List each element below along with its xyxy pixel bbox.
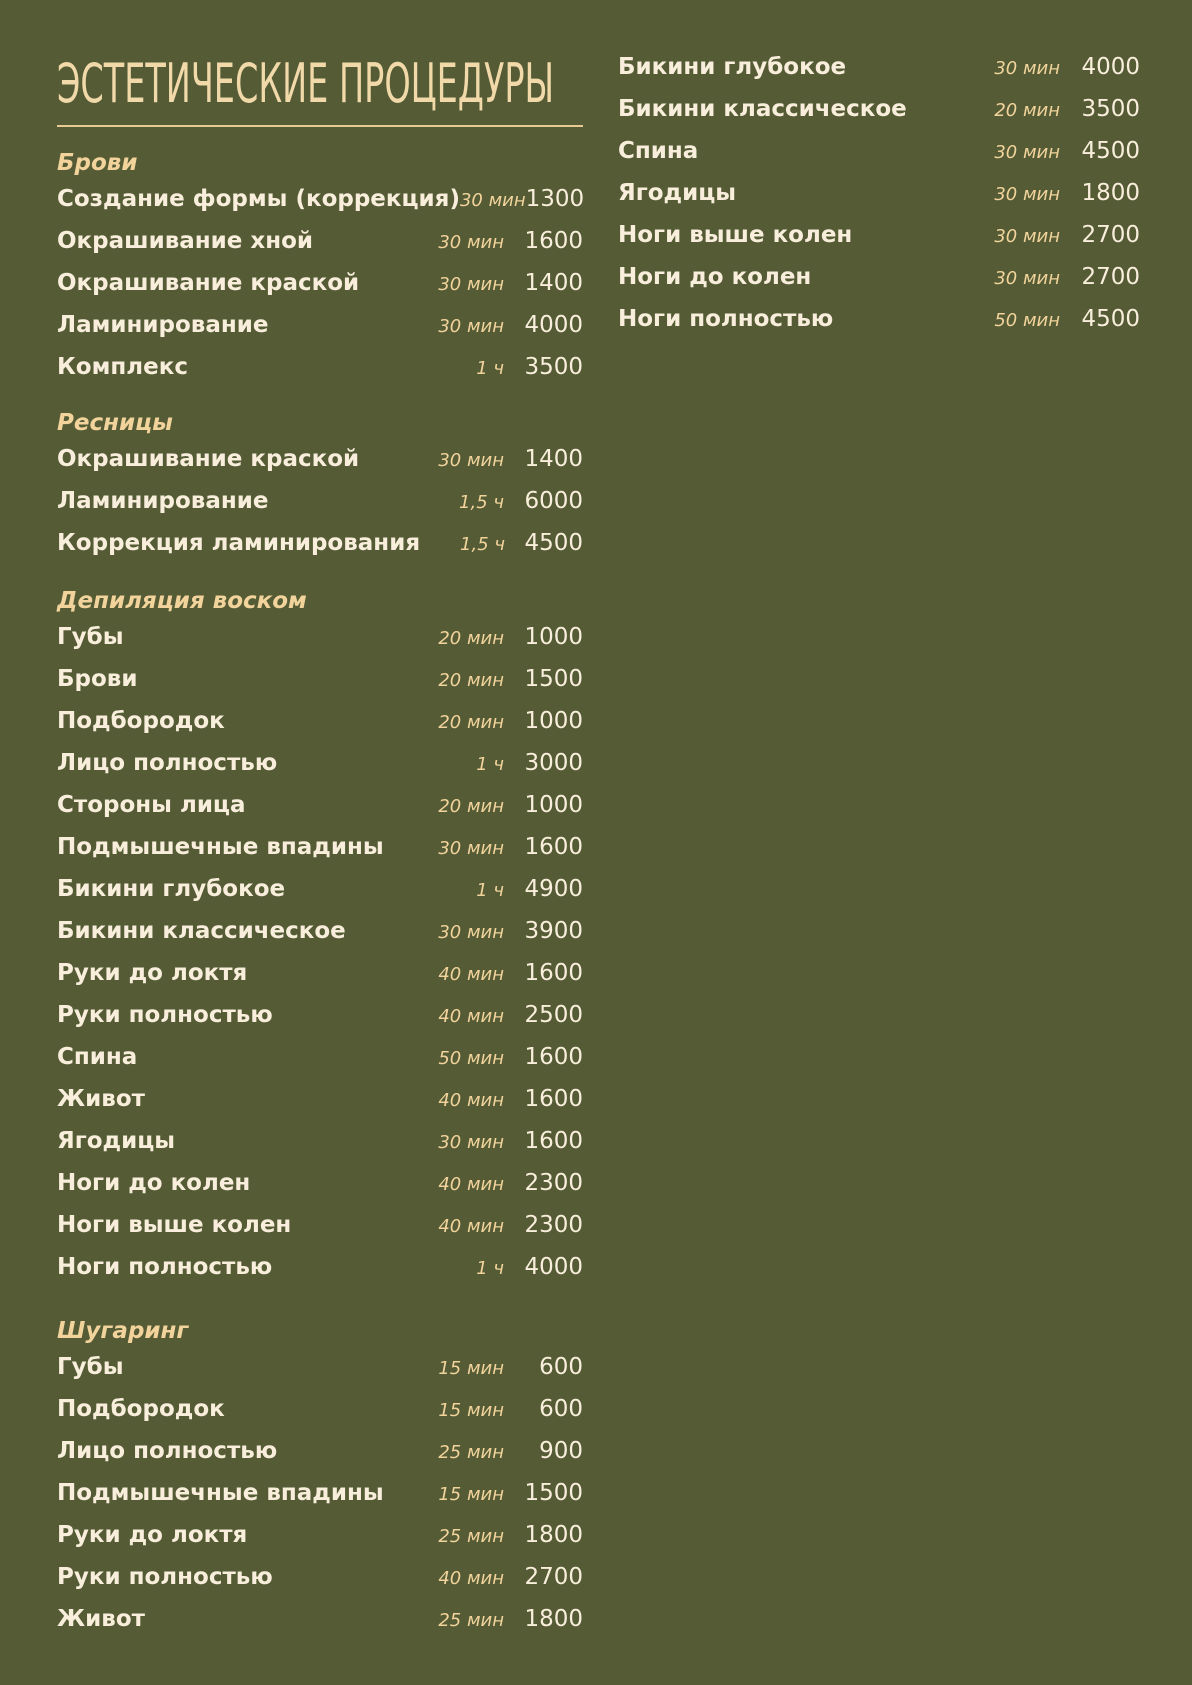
service-price: 1600 — [524, 834, 583, 860]
price-row — [618, 298, 1140, 340]
service-name: Ламинирование — [57, 488, 269, 514]
service-duration: 30 мин — [438, 274, 504, 295]
service-name: Ноги выше колен — [618, 222, 853, 248]
service-name: Бикини глубокое — [57, 876, 286, 902]
service-duration: 30 мин — [438, 1132, 504, 1153]
service-price: 4500 — [1081, 306, 1140, 332]
service-price: 1000 — [524, 624, 583, 650]
service-name: Ноги выше колен — [57, 1212, 292, 1238]
service-duration: 1 ч — [476, 1258, 504, 1279]
service-duration: 40 мин — [438, 1216, 504, 1237]
service-name: Подмышечные впадины — [57, 834, 384, 860]
service-name: Брови — [57, 666, 138, 692]
price-row — [57, 742, 583, 784]
service-duration: 1,5 ч — [459, 492, 504, 513]
service-name: Коррекция ламинирования — [57, 530, 421, 556]
service-duration: 30 мин — [438, 316, 504, 337]
service-price: 1400 — [524, 446, 583, 472]
service-price: 1000 — [524, 792, 583, 818]
price-row — [618, 130, 1140, 172]
service-name: Подбородок — [57, 1396, 225, 1422]
service-name: Ноги до колен — [618, 264, 812, 290]
price-row — [618, 88, 1140, 130]
price-row — [57, 1120, 583, 1162]
service-price: 4000 — [1081, 54, 1140, 80]
service-name: Живот — [57, 1606, 145, 1632]
service-name: Бикини классическое — [618, 96, 907, 122]
service-name: Спина — [618, 138, 699, 164]
service-duration: 20 мин — [438, 712, 504, 733]
service-price: 900 — [539, 1438, 583, 1464]
service-duration: 50 мин — [438, 1048, 504, 1069]
price-row — [57, 178, 583, 220]
section — [57, 408, 583, 564]
service-duration: 20 мин — [994, 100, 1060, 121]
service-duration: 40 мин — [438, 1090, 504, 1111]
price-row — [57, 1078, 583, 1120]
service-price: 600 — [539, 1354, 583, 1380]
section — [57, 1316, 583, 1640]
service-name: Окрашивание хной — [57, 228, 314, 254]
service-price: 6000 — [524, 488, 583, 514]
service-price: 4500 — [1081, 138, 1140, 164]
section-title: Ресницы — [57, 410, 173, 436]
service-price: 1400 — [524, 270, 583, 296]
service-duration: 20 мин — [438, 796, 504, 817]
service-price: 1800 — [524, 1522, 583, 1548]
service-price: 1600 — [524, 1128, 583, 1154]
service-duration: 30 мин — [438, 838, 504, 859]
service-price: 1600 — [524, 228, 583, 254]
service-duration: 30 мин — [438, 232, 504, 253]
service-price: 3000 — [524, 750, 583, 776]
service-duration: 30 мин — [438, 450, 504, 471]
price-row — [57, 480, 583, 522]
price-row — [57, 1472, 583, 1514]
service-name: Лицо полностью — [57, 750, 278, 776]
service-duration: 40 мин — [438, 1174, 504, 1195]
service-name: Ноги полностью — [57, 1254, 273, 1280]
service-name: Руки полностью — [57, 1002, 273, 1028]
service-price: 3900 — [524, 918, 583, 944]
service-name: Бикини классическое — [57, 918, 346, 944]
service-name: Губы — [57, 1354, 124, 1380]
price-row — [57, 304, 583, 346]
service-price: 1800 — [524, 1606, 583, 1632]
service-price: 2700 — [1081, 264, 1140, 290]
service-price: 4000 — [524, 1254, 583, 1280]
service-duration: 15 мин — [438, 1400, 504, 1421]
section-title: Депиляция воском — [57, 588, 307, 614]
service-name: Стороны лица — [57, 792, 246, 818]
service-name: Спина — [57, 1044, 138, 1070]
service-name: Окрашивание краской — [57, 270, 360, 296]
service-duration: 1 ч — [476, 880, 504, 901]
service-duration: 40 мин — [438, 1006, 504, 1027]
price-row — [57, 868, 583, 910]
service-price: 2700 — [1081, 222, 1140, 248]
price-row — [57, 1036, 583, 1078]
service-duration: 30 мин — [994, 268, 1060, 289]
price-row — [57, 910, 583, 952]
price-row — [618, 256, 1140, 298]
section — [57, 148, 583, 388]
price-row — [618, 46, 1140, 88]
price-row — [57, 616, 583, 658]
service-price: 3500 — [524, 354, 583, 380]
price-row — [57, 994, 583, 1036]
service-name: Окрашивание краской — [57, 446, 360, 472]
service-duration: 50 мин — [994, 310, 1060, 331]
service-name: Ноги до колен — [57, 1170, 251, 1196]
service-duration: 30 мин — [459, 190, 526, 211]
section — [57, 586, 583, 1288]
service-name: Живот — [57, 1086, 145, 1112]
service-duration: 40 мин — [438, 964, 504, 985]
service-duration: 15 мин — [438, 1484, 504, 1505]
price-row — [57, 438, 583, 480]
price-row — [57, 658, 583, 700]
service-duration: 30 мин — [438, 922, 504, 943]
price-row — [57, 1246, 583, 1288]
title-divider — [57, 125, 583, 127]
service-duration: 25 мин — [438, 1526, 504, 1547]
price-row — [57, 1388, 583, 1430]
price-row — [57, 952, 583, 994]
price-row — [57, 522, 583, 564]
service-price: 2500 — [524, 1002, 583, 1028]
service-name: Руки до локтя — [57, 1522, 248, 1548]
price-row — [57, 220, 583, 262]
price-row — [57, 1430, 583, 1472]
price-row — [57, 1514, 583, 1556]
service-name: Подбородок — [57, 708, 225, 734]
service-duration: 40 мин — [438, 1568, 504, 1589]
price-row — [57, 700, 583, 742]
price-row — [57, 1162, 583, 1204]
page-title: ЭСТЕТИЧЕСКИЕ ПРОЦЕДУРЫ — [57, 52, 555, 115]
service-duration: 1,5 ч — [460, 534, 505, 555]
price-row — [57, 1556, 583, 1598]
price-row — [618, 172, 1140, 214]
service-duration: 1 ч — [476, 754, 504, 775]
service-name: Подмышечные впадины — [57, 1480, 384, 1506]
service-duration: 25 мин — [438, 1610, 504, 1631]
service-name: Комплекс — [57, 354, 188, 380]
service-name: Губы — [57, 624, 124, 650]
price-row — [618, 214, 1140, 256]
service-price: 2300 — [524, 1212, 583, 1238]
price-row — [57, 826, 583, 868]
section-title: Шугаринг — [57, 1318, 189, 1344]
service-name: Ягодицы — [618, 180, 737, 206]
service-duration: 15 мин — [438, 1358, 504, 1379]
price-row — [57, 1598, 583, 1640]
service-name: Ноги полностью — [618, 306, 834, 332]
service-price: 600 — [539, 1396, 583, 1422]
price-row — [57, 1346, 583, 1388]
price-row — [57, 262, 583, 304]
service-price: 1300 — [525, 186, 585, 212]
service-price: 2700 — [524, 1564, 583, 1590]
price-row — [57, 346, 583, 388]
service-price: 1600 — [524, 960, 583, 986]
service-name: Бикини глубокое — [618, 54, 847, 80]
service-price: 1800 — [1081, 180, 1140, 206]
service-price: 1600 — [524, 1086, 583, 1112]
service-duration: 20 мин — [438, 628, 504, 649]
service-name: Руки полностью — [57, 1564, 273, 1590]
service-duration: 30 мин — [994, 226, 1060, 247]
service-price: 4900 — [524, 876, 583, 902]
price-row — [57, 1204, 583, 1246]
left-column — [57, 0, 585, 1632]
service-price: 4500 — [524, 530, 583, 556]
service-duration: 25 мин — [438, 1442, 504, 1463]
service-name: Ягодицы — [57, 1128, 176, 1154]
section-title: Брови — [57, 150, 138, 176]
service-duration: 30 мин — [994, 58, 1060, 79]
service-name: Руки до локтя — [57, 960, 248, 986]
service-name: Создание формы (коррекция) — [57, 186, 460, 212]
right-column — [618, 46, 1140, 340]
service-price: 1500 — [524, 1480, 583, 1506]
service-duration: 30 мин — [994, 184, 1060, 205]
service-price: 3500 — [1081, 96, 1140, 122]
right-price-list — [618, 46, 1140, 340]
service-price: 4000 — [524, 312, 583, 338]
service-name: Ламинирование — [57, 312, 269, 338]
service-duration: 1 ч — [476, 358, 504, 379]
price-row — [57, 784, 583, 826]
service-duration: 20 мин — [438, 670, 504, 691]
service-price: 1000 — [524, 708, 583, 734]
service-price: 1600 — [524, 1044, 583, 1070]
service-name: Лицо полностью — [57, 1438, 278, 1464]
service-price: 1500 — [524, 666, 583, 692]
service-duration: 30 мин — [994, 142, 1060, 163]
service-price: 2300 — [524, 1170, 583, 1196]
